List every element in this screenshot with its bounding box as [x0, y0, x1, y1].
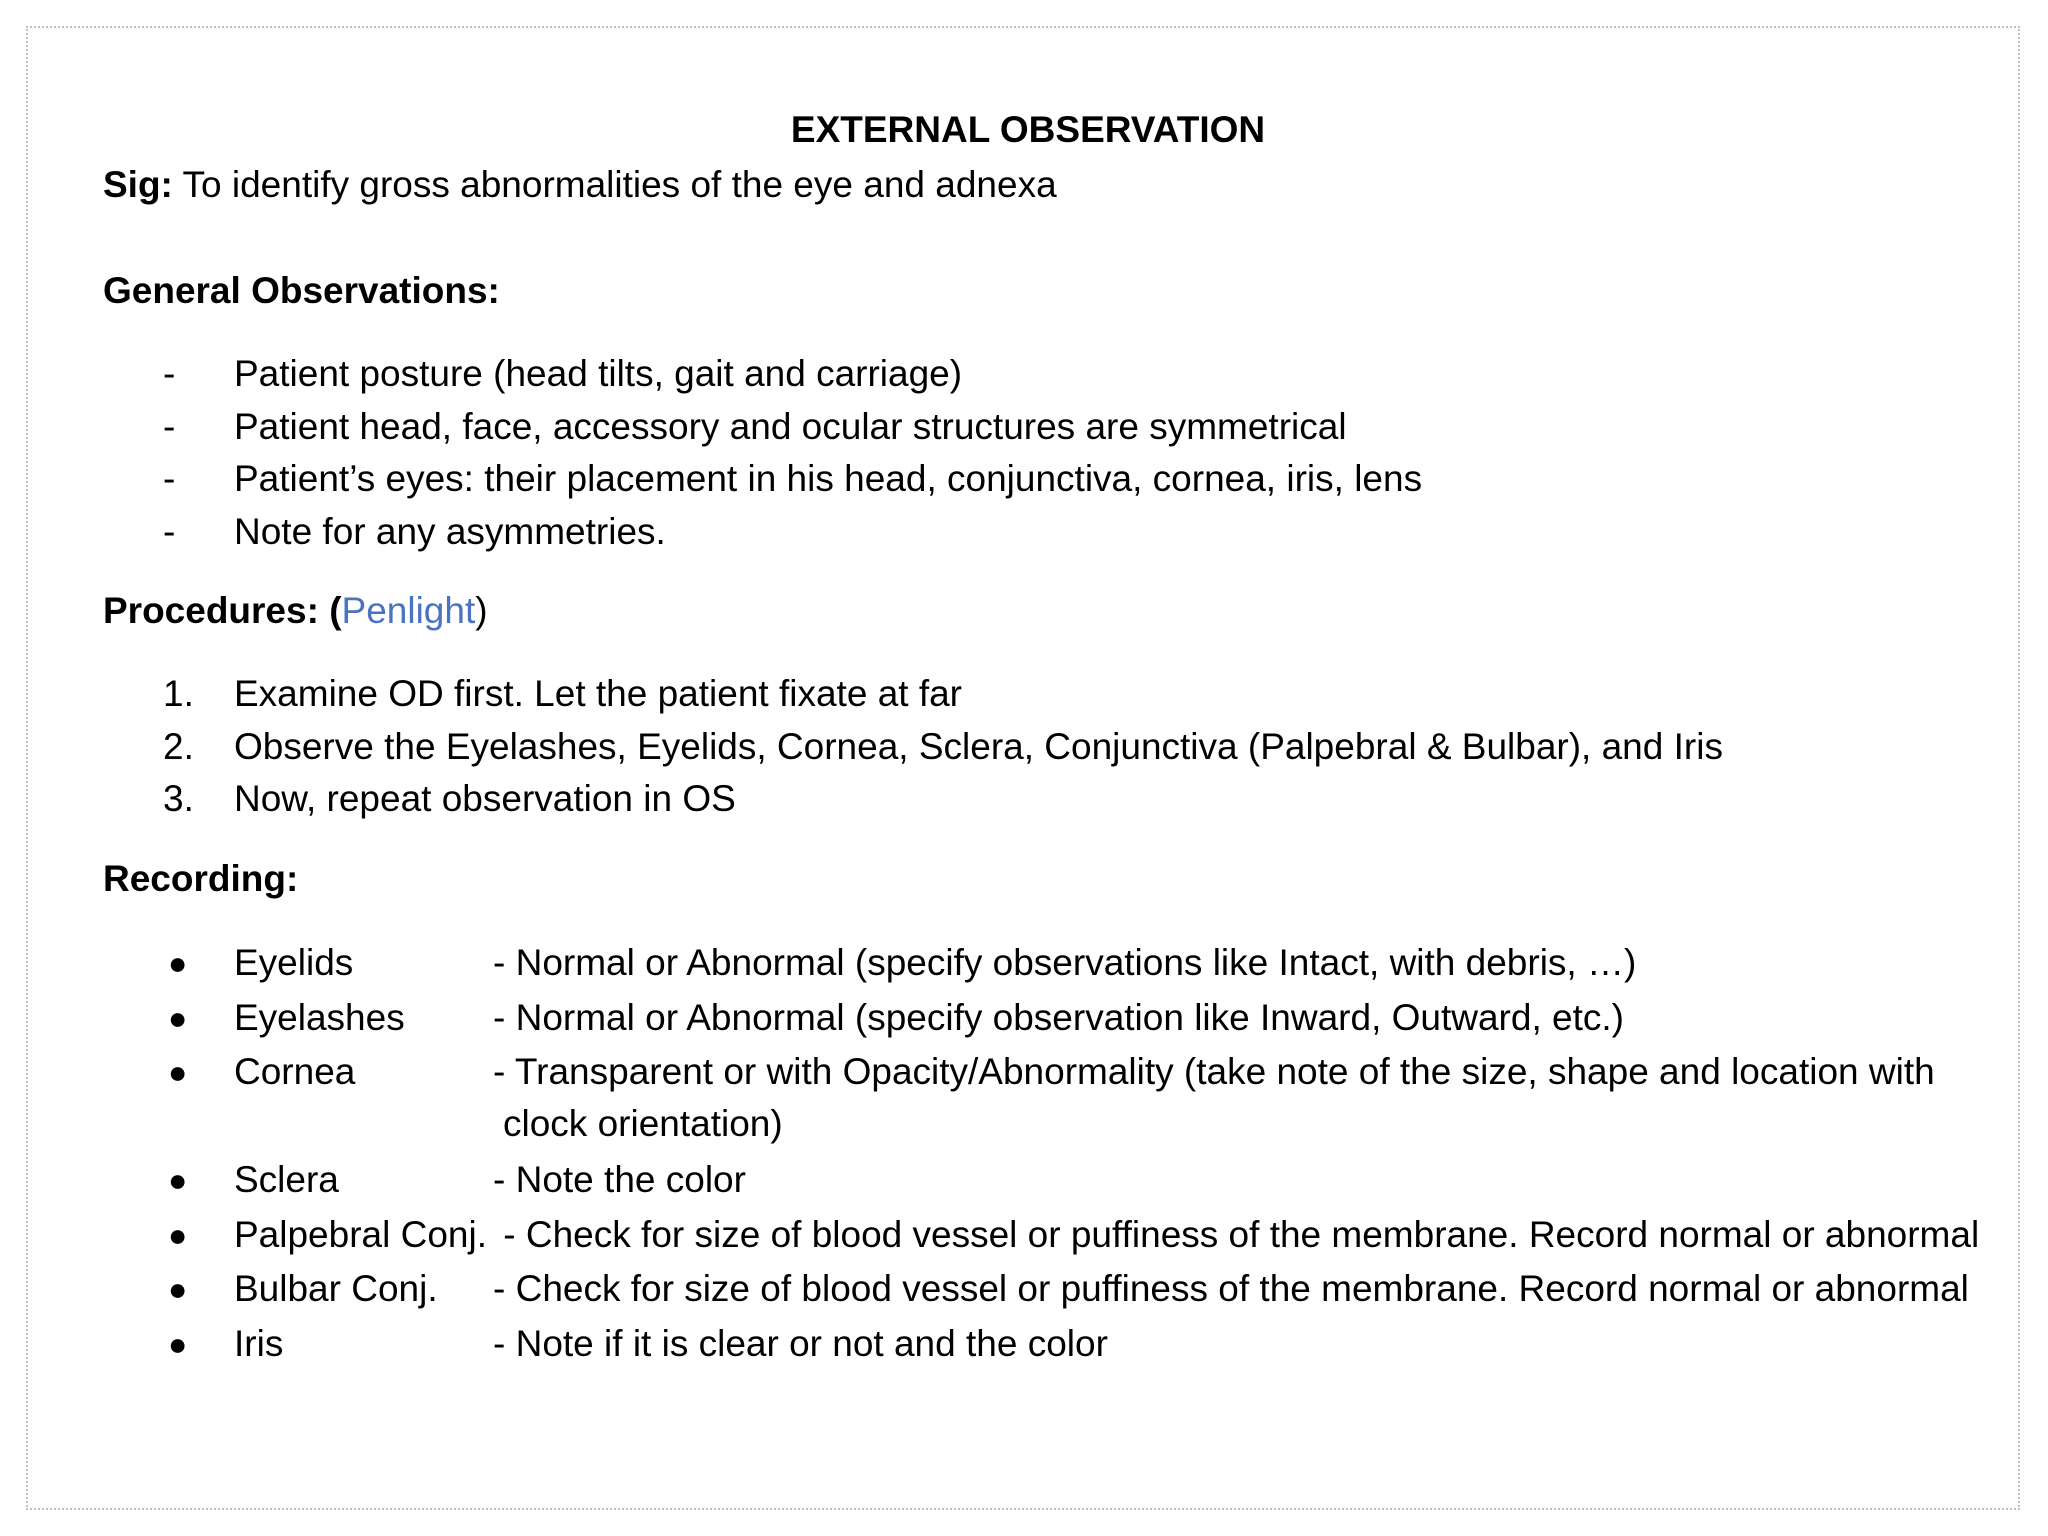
sig-label: Sig: [103, 164, 173, 205]
sig-line [103, 159, 1057, 211]
recording-description: - Note if it is clear or not and the color [493, 1322, 1108, 1364]
bullet-icon: ● [168, 1054, 188, 1090]
recording-description [493, 1046, 2013, 1150]
step-number: 3. [163, 778, 194, 819]
general-observations-heading: General Observations: [103, 270, 500, 311]
bullet-icon: ● [168, 999, 188, 1036]
recording-term: Eyelashes [234, 996, 405, 1038]
list-item-text: Patient posture (head tilts, gait and carriage) [234, 353, 963, 394]
penlight-text: Penlight [341, 590, 476, 631]
recording-term: Bulbar Conj. [234, 1268, 438, 1309]
bullet-icon: ● [168, 945, 188, 981]
bullet-icon: ● [168, 1271, 188, 1307]
sig-text: To identify gross abnormalities of the eye and adnexa [172, 164, 1057, 205]
dash-marker: - [163, 405, 176, 447]
step-number: 1. [163, 673, 194, 714]
recording-description: - Check for size of blood vessel or puffiness of the membrane. Record normal or abnormal [493, 1268, 1969, 1309]
recording-term: Sclera [234, 1159, 339, 1200]
step-number: 2. [163, 725, 194, 767]
procedures-heading-close: ) [475, 590, 488, 631]
procedures-heading [103, 585, 488, 637]
dash-marker: - [163, 353, 176, 394]
dash-marker: - [163, 510, 176, 552]
dash-marker: - [163, 458, 176, 499]
step-text: Observe the Eyelashes, Eyelids, Cornea, Sclera, Conjunctiva (Palpebral & Bulbar), and Iris [234, 725, 1723, 767]
list-item-text: Note for any asymmetries. [234, 510, 666, 552]
bullet-icon: ● [168, 1162, 188, 1198]
recording-description-line: - Transparent or with Opacity/Abnormality (take note of the size, shape and location with [493, 1051, 1935, 1092]
recording-term: Cornea [234, 1051, 356, 1092]
list-item-text: Patient’s eyes: their placement in his head, conjunctiva, cornea, iris, lens [234, 458, 1423, 499]
recording-description: - Check for size of blood vessel or puffiness of the membrane. Record normal or abnormal [493, 1213, 1980, 1255]
recording-term: Eyelids [234, 942, 354, 983]
recording-description-continuation: clock orientation) [503, 1103, 783, 1144]
step-text: Examine OD first. Let the patient fixate at far [234, 673, 963, 714]
recording-description: - Note the color [493, 1159, 746, 1200]
list-item-text: Patient head, face, accessory and ocular structures are symmetrical [234, 405, 1347, 447]
procedures-heading-label: Procedures: ( [103, 590, 342, 631]
recording-heading: Recording: [103, 858, 299, 899]
recording-description: - Normal or Abnormal (specify observations like Intact, with debris, …) [493, 942, 1637, 983]
document-title: EXTERNAL OBSERVATION [790, 109, 1266, 150]
bullet-icon: ● [168, 1216, 188, 1253]
recording-term: Palpebral Conj. [234, 1213, 487, 1255]
recording-term: Iris [234, 1322, 284, 1364]
recording-description: - Normal or Abnormal (specify observation like Inward, Outward, etc.) [493, 996, 1624, 1038]
step-text: Now, repeat observation in OS [234, 778, 736, 819]
bullet-icon: ● [168, 1325, 188, 1362]
